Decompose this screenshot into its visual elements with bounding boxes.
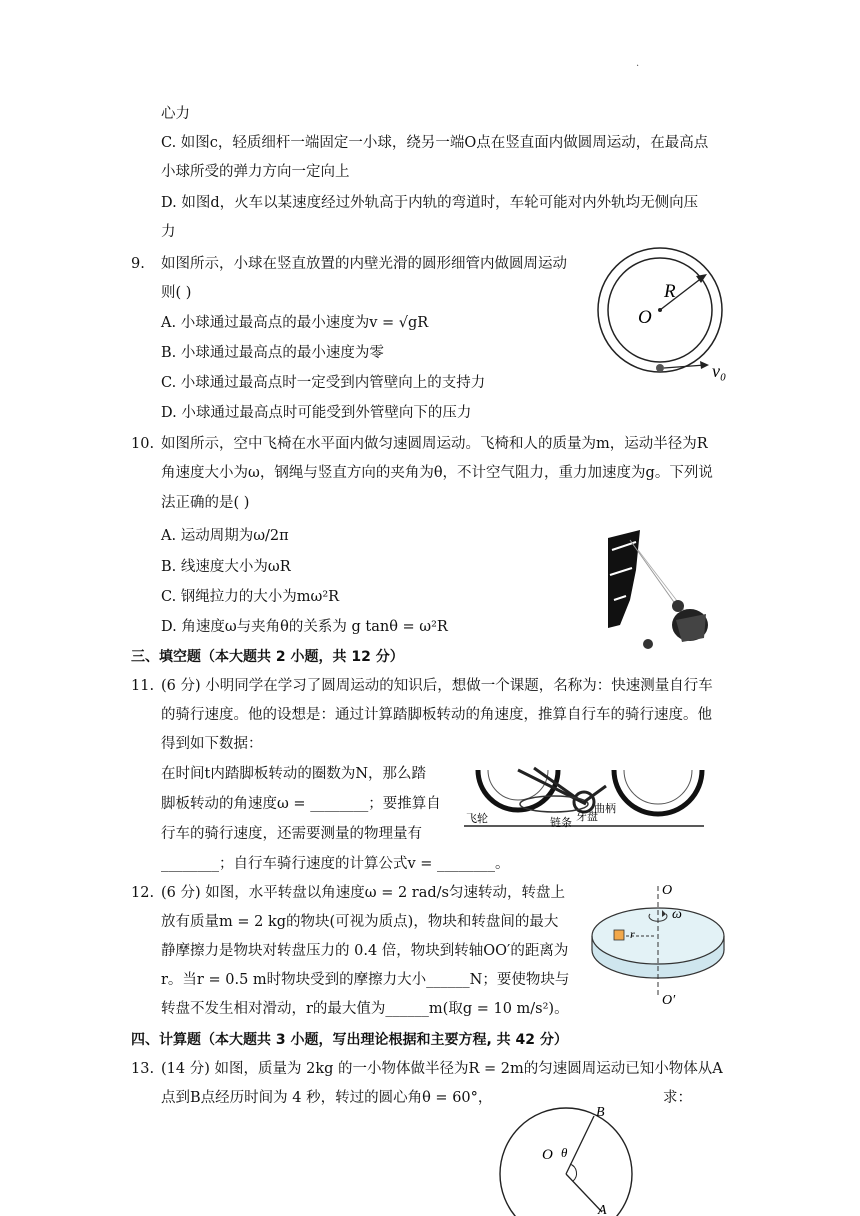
- radius-ob: [566, 1116, 594, 1174]
- section-4-heading: 四、计算题（本大题共 3 小题，写出理论根据和主要方程, 共 42 分）: [131, 1032, 568, 1048]
- q9-option-d: D. 小球通过最高点时可能受到外管壁向下的压力: [161, 405, 472, 421]
- center-point: [658, 308, 662, 312]
- q10-option-b: B. 线速度大小为ωR: [161, 559, 291, 575]
- q9-option-b: B. 小球通过最高点的最小速度为零: [161, 345, 384, 361]
- q11-body-line3: 行车的骑行速度，还需要测量的物理量有: [161, 826, 422, 842]
- label-crank: 曲柄: [594, 803, 616, 815]
- q12-line3: 静摩擦力是物块对转盘压力的 0.4 倍，物块到转轴OO′的距离为: [161, 943, 569, 959]
- q13-line2-tail: 求：: [663, 1090, 692, 1106]
- q10-stem-line1: 如图所示，空中飞椅在水平面内做匀速圆周运动。飞椅和人的质量为m，运动半径为R: [161, 436, 708, 452]
- q10-swing-photo: [606, 530, 726, 655]
- q9-option-c: C. 小球通过最高点时一定受到内管壁向上的支持力: [161, 375, 486, 391]
- q11-body-line1: 在时间t内踏脚板转动的圈数为N，那么踏: [161, 766, 427, 782]
- q8-option-d-line2: 力: [161, 224, 176, 240]
- q12-line2: 放有质量m = 2 kg的物块(可视为质点)，物块和转盘间的最大: [161, 914, 559, 930]
- ball: [656, 364, 664, 372]
- label-sprocket: 牙盘: [576, 811, 598, 823]
- label-b: B: [596, 1105, 605, 1120]
- q13-circle-figure: [496, 1104, 636, 1216]
- label-flywheel: 飞轮: [466, 813, 488, 825]
- q9-tube-figure: [590, 245, 740, 385]
- q10-stem-line3: 法正确的是( ): [161, 495, 250, 511]
- q12-line1: (6 分) 如图，水平转盘以角速度ω = 2 rad/s匀速转动，转盘上: [161, 885, 565, 901]
- q11-stem-line2: 的骑行速度。他的设想是：通过计算踏脚板转动的角速度，推算自行车的骑行速度。他: [161, 707, 712, 723]
- block: [614, 930, 624, 940]
- q11-number: 11.: [131, 678, 155, 694]
- q8-option-d-line1: D. 如图d，火车以某速度经过外轨高于内轨的弯道时，车轮可能对内外轨均无侧向压: [161, 195, 699, 211]
- q12-line5: 转盘不发生相对滑动，r的最大值为______m(取g = 10 m/s²)。: [161, 1001, 569, 1017]
- q8-option-b-tail: 心力: [161, 106, 190, 122]
- label-a: A: [598, 1203, 607, 1216]
- q10-option-d: D. 角速度ω与夹角θ的关系为 g tanθ = ω²R: [161, 619, 448, 635]
- q9-stem-line2: 则( ): [161, 285, 192, 301]
- label-omega: ω: [672, 907, 682, 922]
- q11-stem-line3: 得到如下数据：: [161, 736, 263, 752]
- q10-stem-line2: 角速度大小为ω，钢绳与竖直方向的夹角为θ，不计空气阻力，重力加速度为g。下列说: [161, 465, 713, 481]
- velocity-arrowhead: [700, 361, 709, 369]
- label-o: O: [638, 307, 652, 328]
- q11-body-line4: ________；自行车骑行速度的计算公式v = ________。: [161, 856, 510, 872]
- q8-option-c-line1: C. 如图c，轻质细杆一端固定一小球，绕另一端O点在竖直面内做圆周运动，在最高点: [161, 135, 709, 151]
- front-wheel-spokes: [624, 770, 692, 804]
- front-wheel: [614, 770, 702, 814]
- header-mark: .: [636, 58, 640, 69]
- q12-number: 12.: [131, 885, 155, 901]
- q10-option-c: C. 钢绳拉力的大小为mω²R: [161, 589, 340, 605]
- lower-object: [643, 639, 653, 649]
- cable-line-1: [630, 540, 676, 605]
- path-circle: [500, 1108, 632, 1216]
- rear-wheel-spokes: [488, 770, 548, 800]
- q13-number: 13.: [131, 1061, 155, 1077]
- rider-head: [672, 600, 684, 612]
- q10-number: 10.: [131, 436, 155, 452]
- q13-line1: (14 分) 如图，质量为 2kg 的一小物体做半径为R = 2m的匀速圆周运动已知小物体从A: [161, 1061, 723, 1077]
- q11-bicycle-photo: [464, 764, 710, 836]
- label-theta: θ: [561, 1145, 568, 1160]
- section-3-heading: 三、填空题（本大题共 2 小题，共 12 分）: [131, 649, 404, 665]
- q11-body-line2: 脚板转动的角速度ω = ________；要推算自: [161, 796, 441, 812]
- q9-number: 9.: [131, 256, 145, 272]
- label-r: R: [664, 281, 676, 302]
- label-o: O: [542, 1147, 553, 1163]
- radius-oa: [566, 1174, 602, 1212]
- q12-turntable-figure: [588, 880, 736, 1010]
- label-r: r: [630, 927, 635, 941]
- q13-line2: 点到B点经历时间为 4 秒，转过的圆心角θ = 60°，: [161, 1090, 493, 1106]
- chain: [520, 796, 588, 812]
- q12-line4: r。当r = 0.5 m时物块受到的摩擦力大小______N；要使物块与: [161, 972, 570, 988]
- label-chain: 链条: [550, 817, 572, 829]
- q9-option-a: A. 小球通过最高点的最小速度为v = √gR: [161, 315, 429, 331]
- q8-option-c-line2: 小球所受的弹力方向一定向上: [161, 164, 350, 180]
- label-axis-bottom: O′: [662, 993, 676, 1008]
- label-axis-top: O: [662, 883, 673, 898]
- q9-stem-line1: 如图所示，小球在竖直放置的内壁光滑的圆形细管内做圆周运动: [161, 256, 567, 272]
- q10-option-a: A. 运动周期为ω/2π: [161, 528, 289, 544]
- q11-stem-line1: (6 分) 小明同学在学习了圆周运动的知识后，想做一个课题，名称为：快速测量自行车: [161, 678, 713, 694]
- label-v0: v₀: [712, 361, 727, 381]
- ride-frame-shape: [608, 530, 640, 628]
